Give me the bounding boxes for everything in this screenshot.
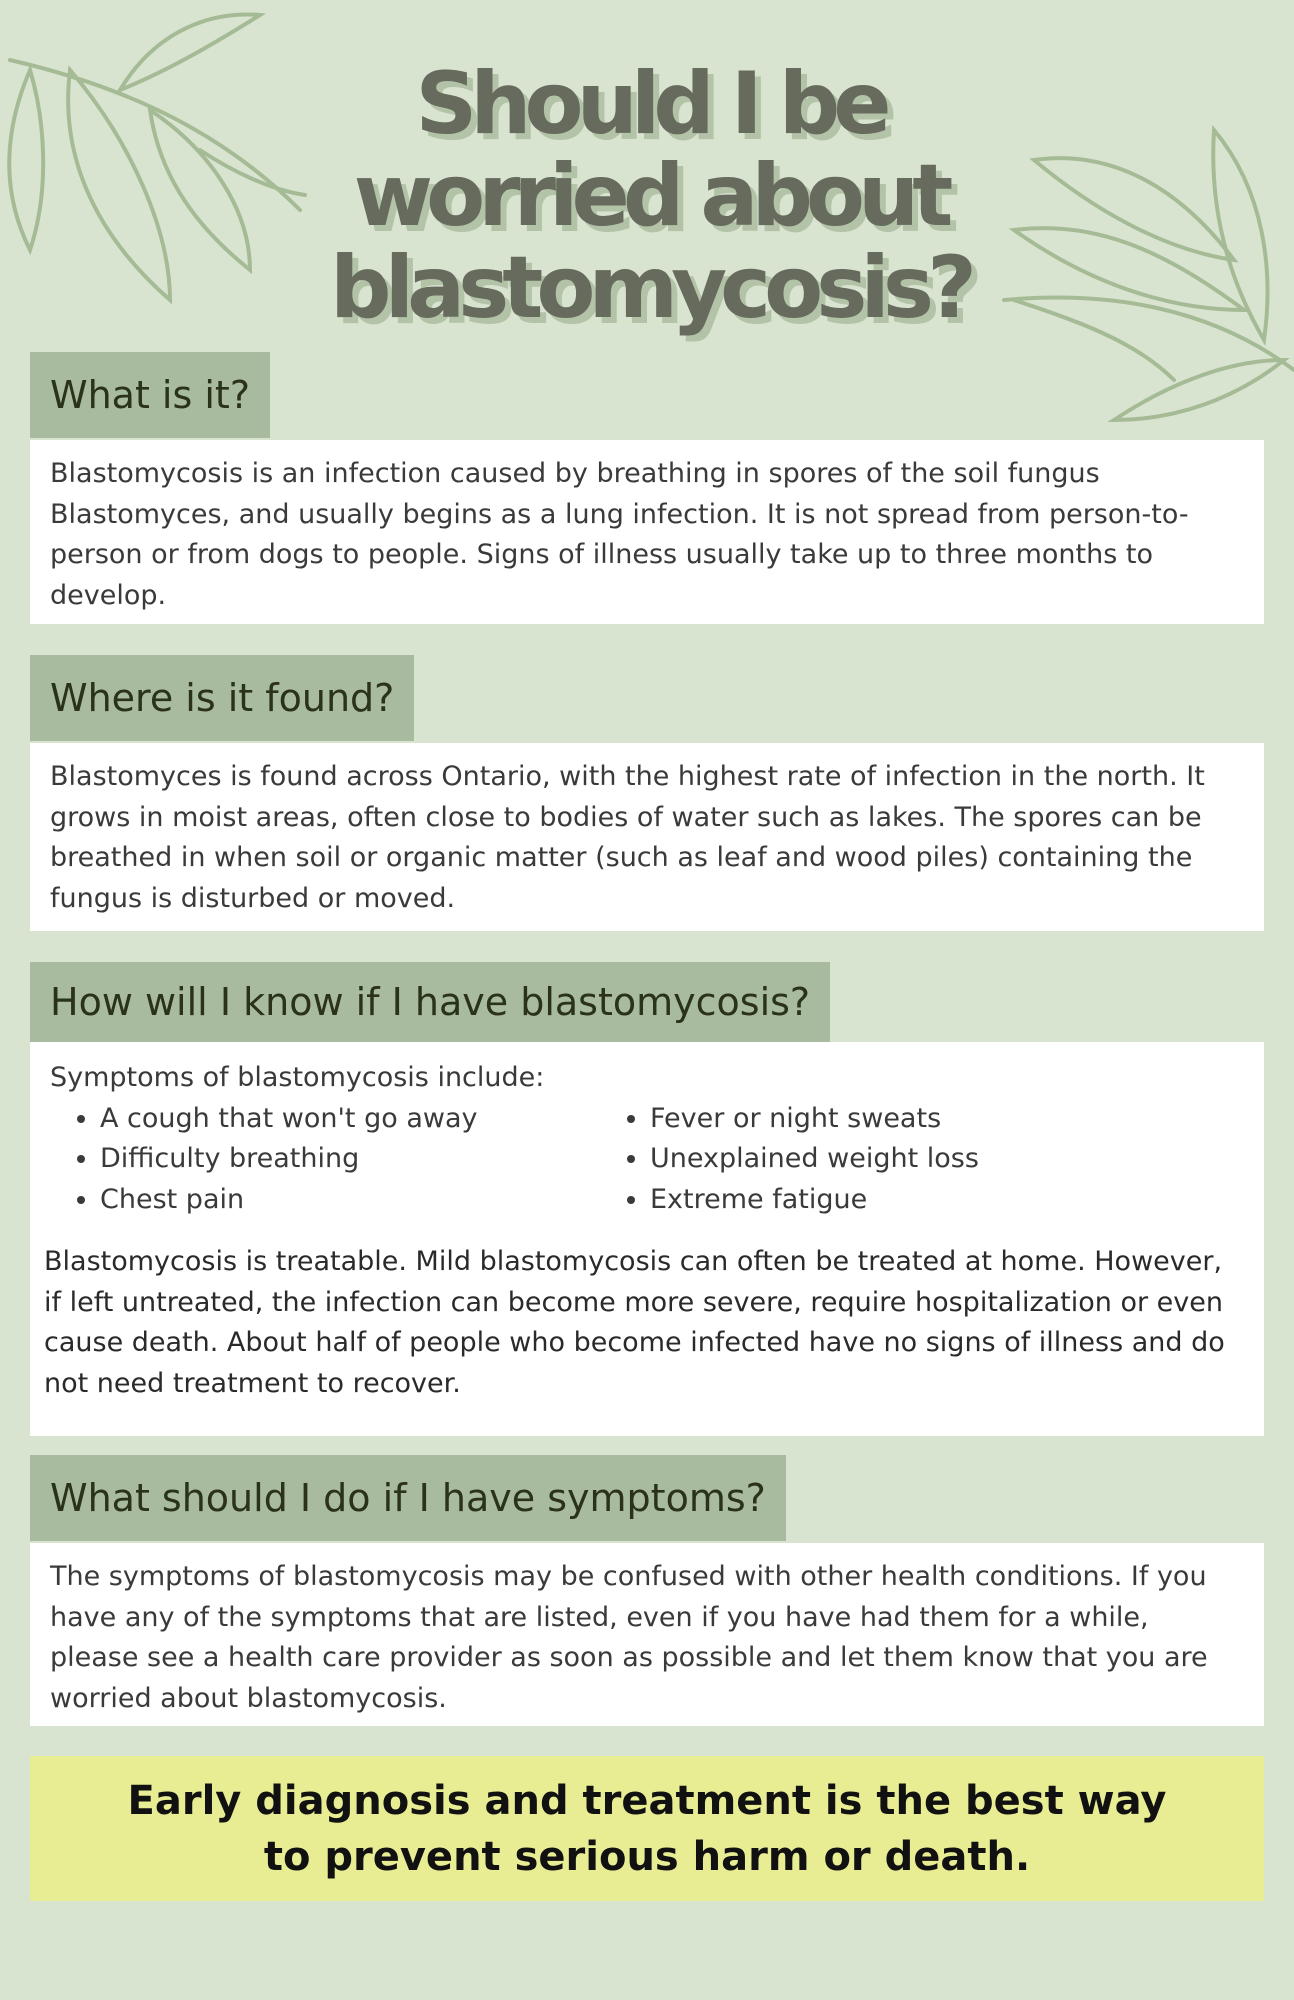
title-line-1: Should I be — [415, 54, 885, 154]
list-item: • Unexplained weight loss — [650, 1139, 979, 1180]
list-item: • A cough that won't go away — [100, 1099, 600, 1140]
title-line-2: worried about — [353, 146, 947, 246]
key-message-banner — [30, 1756, 1264, 1901]
list-item: • Chest pain — [100, 1180, 600, 1221]
list-item: • Fever or night sweats — [650, 1099, 979, 1140]
section-heading-what-to-do: What should I do if I have symptoms? — [30, 1455, 786, 1541]
list-item: • Extreme fatigue — [650, 1180, 979, 1221]
section-body-what-to-do: The symptoms of blastomycosis may be confused with other health conditions. If you have any of the symptoms that are listed, even if you have had them for a while, please see a health care provider as soon as possible and let them know that you are worried about blastomycosis. — [30, 1543, 1264, 1726]
symptoms-intro: Symptoms of blastomycosis include: — [50, 1062, 545, 1093]
section-body-what-is-it: Blastomycosis is an infection caused by breathing in spores of the soil fungus Blastomyces, and usually begins as a lung infection. It is not spread from person-to-person or from dogs to people. Signs of illness usually take up to three months to develop. — [30, 440, 1264, 624]
title-line-3: blastomycosis? — [330, 238, 970, 338]
leaf-decoration-left-icon — [0, 0, 320, 330]
page-title — [300, 54, 1000, 338]
section-heading-where-found: Where is it found? — [30, 655, 414, 741]
section-heading-how-know: How will I know if I have blastomycosis? — [30, 962, 830, 1042]
symptoms-list — [50, 1099, 1244, 1221]
treatment-paragraph: Blastomycosis is treatable. Mild blastomycosis can often be treated at home. However, if left untreated, the infection can become more severe, require hospitalization or even cause death. About half of people who become infected have no signs of illness and do not need treatment to recover. — [44, 1246, 1225, 1399]
list-item: • Difficulty breathing — [100, 1139, 600, 1180]
banner-line-1: Early diagnosis and treatment is the best way — [127, 1777, 1167, 1824]
section-heading-what-is-it: What is it? — [30, 352, 270, 438]
section-body-how-know — [30, 1042, 1264, 1436]
section-body-where-found: Blastomyces is found across Ontario, with the highest rate of infection in the north. It grows in moist areas, often close to bodies of water such as lakes. The spores can be breathed in when soil or organic matter (such as leaf and wood piles) containing the fungus is disturbed or moved. — [30, 743, 1264, 931]
leaf-decoration-right-icon — [994, 100, 1294, 430]
symptoms-list-left — [50, 1099, 600, 1221]
banner-line-2: to prevent serious harm or death. — [263, 1833, 1031, 1880]
symptoms-list-right — [600, 1099, 979, 1221]
